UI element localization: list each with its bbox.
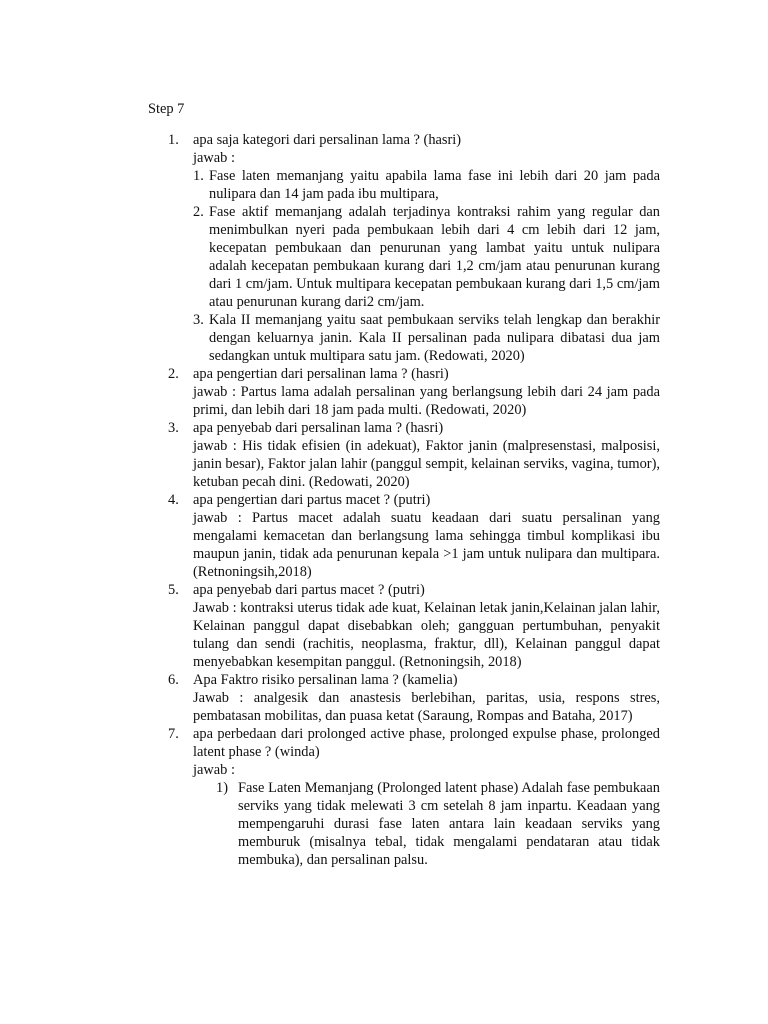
- list-item: [148, 419, 660, 491]
- sub-item-number: 1): [216, 780, 228, 796]
- question-text: apa pengertian dari partus macet ? (putri): [193, 492, 431, 508]
- list-item: [148, 671, 660, 725]
- question-text: apa penyebab dari persalinan lama ? (hasri): [193, 420, 444, 436]
- item-number: 3.: [168, 420, 179, 436]
- sub-item-number: 2.: [193, 204, 204, 220]
- question-list: [148, 131, 660, 869]
- answer-text: Jawab : kontraksi uterus tidak ade kuat, Kelainan letak janin,Kelainan jalan lahir, Kelainan panggul dapat disebabkan oleh; gangguan pertumbuhan, penyakit tulang dan sendi (rachitis, neoplasma, fraktur, dll), Kelainan panggul dapat menyebabkan kesempitan panggul. (Retnoningsih, 2018): [193, 600, 660, 670]
- question-text: Apa Faktro risiko persalinan lama ? (kamelia): [193, 672, 458, 688]
- sub-item: [193, 779, 660, 869]
- answer-text: jawab : Partus macet adalah suatu keadaan dari suatu persalinan yang mengalami kemacetan dan berlangsung lama sehingga timbul komplikasi ibu maupun janin, tidak ada penurunan kepala >1 jam untuk nulipara dan multipara. (Retnoningsih,2018): [193, 510, 660, 580]
- question-text: apa pengertian dari persalinan lama ? (hasri): [193, 366, 449, 382]
- item-number: 7.: [168, 726, 179, 742]
- item-number: 4.: [168, 492, 179, 508]
- question-text: apa penyebab dari partus macet ? (putri): [193, 582, 425, 598]
- sub-item-text: Kala II memanjang yaitu saat pembukaan serviks telah lengkap dan berakhir dengan keluarnya janin. Kala II persalinan pada nulipara dibatasi dua jam sedangkan untuk multipara satu jam. (Redowati, 2020): [209, 312, 660, 364]
- sub-item-number: 1.: [193, 168, 204, 184]
- answer-label: jawab :: [193, 762, 235, 778]
- answer-text: jawab : His tidak efisien (in adekuat), Faktor janin (malpresenstasi, malposisi, janin besar), Faktor jalan lahir (panggul sempit, kelainan serviks, vagina, tumor), ketuban pecah dini. (Redowati, 2020): [193, 438, 660, 490]
- sub-item: [193, 167, 660, 203]
- sub-item-number: 3.: [193, 312, 204, 328]
- list-item: [148, 365, 660, 419]
- list-item: [148, 131, 660, 365]
- list-item: [148, 581, 660, 671]
- list-item: [148, 725, 660, 869]
- sub-item: [193, 311, 660, 365]
- item-number: 5.: [168, 582, 179, 598]
- answer-text: jawab : Partus lama adalah persalinan yang berlangsung lebih dari 24 jam pada primi, dan lebih dari 18 jam pada multi. (Redowati, 2020): [193, 384, 660, 418]
- sub-item-text: Fase Laten Memanjang (Prolonged latent phase) Adalah fase pembukaan serviks yang tidak melewati 3 cm setelah 8 jam inpartu. Keadaan yang mempengaruhi durasi fase laten antara lain keadaan serviks yang memburuk (misalnya tebal, tidak mengalami pendataran atau tidak membuka), dan persalinan palsu.: [238, 780, 660, 868]
- item-number: 1.: [168, 132, 179, 148]
- sub-item-text: Fase aktif memanjang adalah terjadinya kontraksi rahim yang regular dan menimbulkan nyeri pada pembukaan lebih dari 4 cm lebih dari 12 jam, kecepatan pembukaan dan penurunan yang lambat yaitu untuk nulipara adalah kecepatan pembukaan kurang dari 1,2 cm/jam atau penurunan kurang dari 1 cm/jam. Untuk multipara kecepatan pembukaan kurang dari 1,5 cm/jam atau penurunan kurang dari2 cm/jam.: [209, 204, 660, 310]
- answer-text: Jawab : analgesik dan anastesis berlebihan, paritas, usia, respons stres, pembatasan mobilitas, dan puasa ketat (Saraung, Rompas and Bataha, 2017): [193, 690, 660, 724]
- list-item: [148, 491, 660, 581]
- item-number: 6.: [168, 672, 179, 688]
- question-text: apa perbedaan dari prolonged active phase, prolonged expulse phase, prolonged latent phase ? (winda): [193, 726, 660, 760]
- sub-item: [193, 203, 660, 311]
- step-heading: Step 7: [148, 101, 185, 117]
- answer-label: jawab :: [193, 150, 235, 166]
- sub-item-text: Fase laten memanjang yaitu apabila lama fase ini lebih dari 20 jam pada nulipara dan 14 jam pada ibu multipara,: [209, 168, 660, 202]
- question-text: apa saja kategori dari persalinan lama ? (hasri): [193, 132, 462, 148]
- item-number: 2.: [168, 366, 179, 382]
